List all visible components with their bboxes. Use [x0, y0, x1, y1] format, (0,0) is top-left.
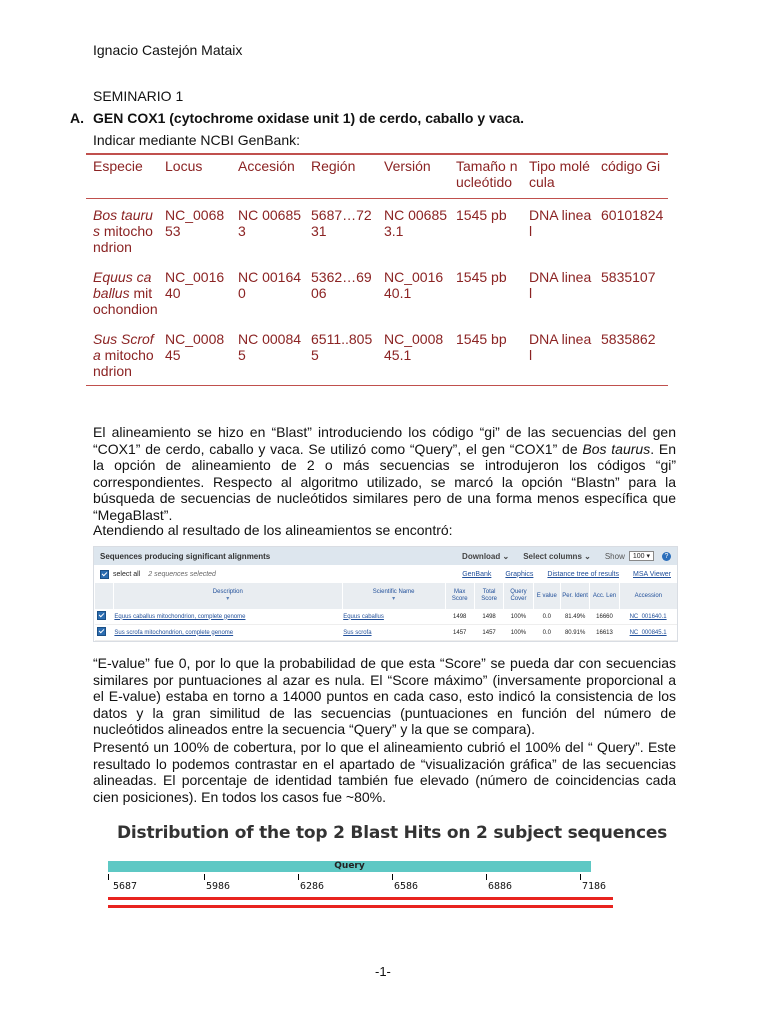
- size-cell: 1545 bp: [449, 323, 522, 386]
- row-checkbox[interactable]: [97, 611, 106, 620]
- col-description[interactable]: Description ▾: [113, 583, 342, 609]
- paragraph-method: El alineamiento se hizo en “Blast” introduciendo los código “gi” de las secuencias del gen “COX1” de cerdo, caballo y vaca. Se utilizó como “Query”, el gen “COX1” de Bos taurus. En la opción de alineamiento de 2 o más secuencias se introdujeron los códigos “gi” correspondientes. Respecto al algoritmo utilizado, se marcó la opción “Blastn” para la búsqueda de secuencias de nucleótidos similares pero de una forma menos específica que “MegaBlast”.: [93, 424, 676, 523]
- col-tipo: Tipo molécula: [522, 155, 594, 199]
- axis-tick: [392, 874, 393, 880]
- author-name: Ignacio Castejón Mataix: [93, 42, 243, 58]
- axis-tick-label: 7186: [582, 881, 607, 892]
- locus-cell: NC_000845: [158, 323, 231, 386]
- section-title: GEN COX1 (cytochrome oxidase unit 1) de cerdo, caballo y vaca.: [93, 110, 525, 126]
- genbank-link[interactable]: GenBank: [462, 570, 492, 578]
- axis-tick-label: 5687: [113, 881, 138, 892]
- query-cover: 100%: [504, 609, 533, 625]
- col-locus: Locus: [158, 155, 231, 199]
- paragraph-results-intro: Atendiendo al resultado de los alineamientos se encontró:: [93, 522, 453, 538]
- blast-header-bar: [94, 547, 677, 565]
- blast-toolbar: [94, 565, 677, 583]
- col-region: Región: [304, 155, 377, 199]
- version-cell: NC 006853.1: [384, 207, 448, 239]
- type-cell: DNA lineal: [529, 207, 592, 239]
- accession-link[interactable]: NC_000845.1: [629, 629, 667, 636]
- seminar-title: SEMINARIO 1: [93, 88, 184, 104]
- description-link[interactable]: Equus caballus mitochondrion, complete genome: [114, 613, 246, 620]
- show-label: Show: [604, 551, 625, 561]
- species-cell: Sus Scrofa mitochondrion: [86, 323, 158, 386]
- scientific-name-link[interactable]: Equus caballus: [343, 613, 384, 620]
- axis-tick: [580, 874, 581, 880]
- version-cell: NC_000845.1: [377, 323, 449, 386]
- blast-title: Sequences producing significant alignments: [100, 551, 271, 561]
- gi-cell: 5835107: [601, 269, 656, 285]
- version-cell: NC_001640.1: [384, 269, 444, 301]
- axis-tick: [108, 874, 109, 880]
- paragraph-evalue: “E-value” fue 0, por lo que la probabilidad de que esta “Score” se pueda dar con secuencias similares por puntuaciones al azar es nula. El “Score máximo” (inversamente proporcional a el E-value) estaba en torno a 14000 puntos en cada caso, esto indicó la consistencia de los datos y la gran similitud de las secuencias (puntuaciones en función del número de nucleótidos alineados entre la secuencia “Query” y la que se compara).: [93, 655, 676, 737]
- blast-results-screenshot: [93, 546, 678, 642]
- total-score: 1457: [474, 625, 503, 641]
- accession-cell: NC 000845: [231, 323, 304, 386]
- type-cell: DNA lineal: [529, 269, 592, 301]
- species-cell: Bos taurus mitochondrion: [93, 207, 153, 255]
- table-row: [95, 609, 678, 625]
- table-row: [86, 323, 668, 386]
- distribution-title: Distribution of the top 2 Blast Hits on 2 subject sequences: [117, 823, 668, 843]
- section-letter: A.: [70, 110, 84, 126]
- axis-tick: [486, 874, 487, 880]
- total-score: 1498: [474, 609, 503, 625]
- col-accesion: Accesión: [231, 155, 304, 199]
- select-all-checkbox[interactable]: [100, 570, 109, 579]
- col-acc-len[interactable]: Acc. Len: [590, 583, 619, 609]
- col-especie: Especie: [86, 155, 158, 199]
- max-score: 1498: [445, 609, 474, 625]
- col-total-score[interactable]: Total Score: [474, 583, 503, 609]
- col-max-score[interactable]: Max Score: [445, 583, 474, 609]
- intro-text: Indicar mediante NCBI GenBank:: [93, 132, 300, 148]
- download-menu[interactable]: Download ⌄: [462, 551, 510, 561]
- gi-cell: 60101824: [601, 207, 664, 223]
- e-value: 0.0: [533, 609, 560, 625]
- axis-tick-label: 6286: [300, 881, 325, 892]
- locus-cell: NC_006853: [165, 207, 225, 239]
- distance-tree-link[interactable]: Distance tree of results: [547, 570, 619, 578]
- sort-caret-icon: ▾: [392, 596, 396, 602]
- type-cell: DNA lineal: [522, 323, 594, 386]
- per-ident: 81.49%: [560, 609, 589, 625]
- col-version: Versión: [377, 155, 449, 199]
- blast-hits-table: [94, 583, 677, 641]
- max-score: 1457: [445, 625, 474, 641]
- table-header-row: [86, 155, 668, 199]
- description-link[interactable]: Sus scrofa mitochondrion, complete genome: [114, 629, 234, 636]
- graphics-link[interactable]: Graphics: [505, 570, 534, 578]
- genbank-table: [86, 153, 668, 386]
- axis-tick-label: 6886: [488, 881, 513, 892]
- axis-tick: [204, 874, 205, 880]
- per-ident: 80.91%: [560, 625, 589, 641]
- acc-len: 16660: [590, 609, 619, 625]
- axis-tick: [298, 874, 299, 880]
- gi-cell: 5835862: [594, 323, 668, 386]
- col-e-value[interactable]: E value: [533, 583, 560, 609]
- help-icon[interactable]: ?: [662, 552, 671, 561]
- region-cell: 5687…7231: [311, 207, 372, 239]
- size-cell: 1545 pb: [456, 207, 507, 223]
- e-value: 0.0: [533, 625, 560, 641]
- col-gi: código Gi: [594, 155, 668, 199]
- page-number: -1-: [375, 964, 391, 979]
- select-columns-menu[interactable]: Select columns ⌄: [523, 551, 591, 561]
- section-heading: [70, 110, 524, 126]
- size-cell: 1545 pb: [456, 269, 507, 285]
- col-tamano: Tamaño nucleótido: [449, 155, 522, 199]
- chevron-down-icon: ⌄: [502, 551, 510, 561]
- paragraph-coverage: Presentó un 100% de cobertura, por lo que el alineamiento cubrió el 100% del “ Query”. Este resultado lo podemos contrastar en el apartado de “visualización gráfica” de las secuencias alineadas. El porcentaje de identidad también fue elevado (número de coincidencias cada cien posiciones). En todos los casos fue ~80%.: [93, 739, 676, 805]
- region-cell: 5362…6906: [311, 269, 372, 301]
- col-scientific-name[interactable]: Scientific Name ▾: [342, 583, 445, 609]
- blast-hit-bar[interactable]: [108, 897, 613, 900]
- table-row: [86, 199, 668, 262]
- species-cell: Equus caballus mitochondion: [93, 269, 158, 317]
- region-cell: 6511..8055: [304, 323, 377, 386]
- selected-count: 2 sequences selected: [148, 570, 216, 578]
- table-row: [86, 261, 668, 323]
- col-query-cover[interactable]: Query Cover: [504, 583, 533, 609]
- chevron-down-icon: ⌄: [584, 551, 591, 561]
- blast-header-row: [95, 583, 678, 609]
- show-count-select[interactable]: 100 ▾: [629, 551, 654, 561]
- axis-tick-label: 6586: [394, 881, 419, 892]
- blast-hit-bar[interactable]: [108, 905, 613, 908]
- acc-len: 16613: [590, 625, 619, 641]
- select-all-label: select all: [113, 570, 141, 578]
- sort-caret-icon: ▾: [226, 596, 230, 602]
- position-axis: [108, 874, 608, 890]
- axis-tick-label: 5986: [206, 881, 231, 892]
- accession-cell: NC 001640: [238, 269, 302, 301]
- row-checkbox[interactable]: [97, 627, 106, 636]
- locus-cell: NC_001640: [165, 269, 225, 301]
- scientific-name-link[interactable]: Sus scrofa: [343, 629, 372, 636]
- col-accession[interactable]: Accession: [619, 583, 677, 609]
- accession-cell: NC 006853: [238, 207, 302, 239]
- msa-viewer-link[interactable]: MSA Viewer: [633, 570, 671, 578]
- query-bar: Query: [108, 861, 591, 872]
- accession-link[interactable]: NC_001640.1: [629, 613, 667, 620]
- query-cover: 100%: [504, 625, 533, 641]
- table-row: [95, 625, 678, 641]
- col-per-ident[interactable]: Per. Ident: [560, 583, 589, 609]
